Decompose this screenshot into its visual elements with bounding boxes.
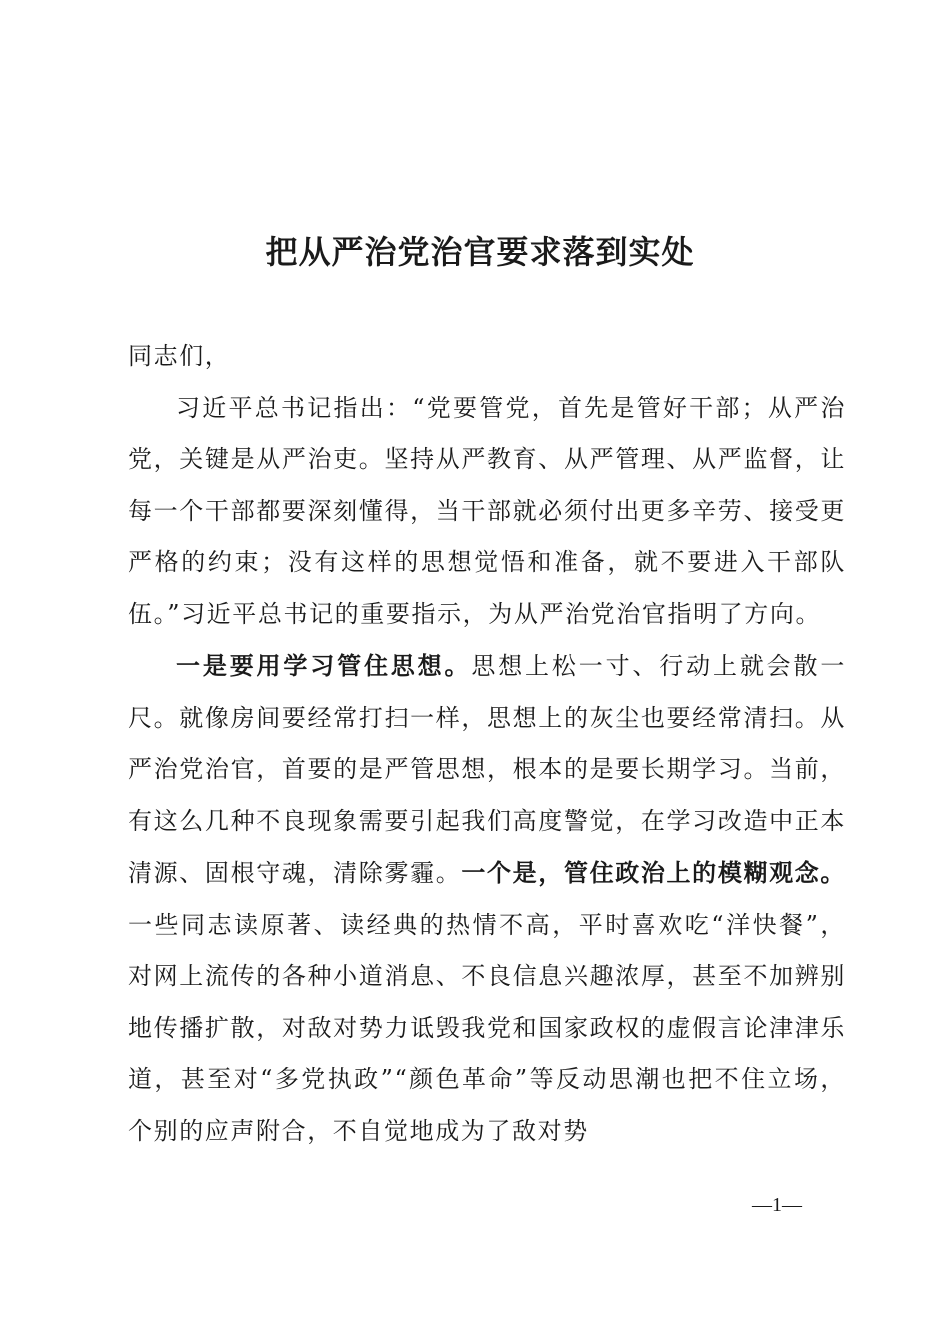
salutation: 同志们， — [128, 342, 231, 370]
document-body — [128, 331, 846, 1157]
page-number: —1— — [752, 1194, 802, 1216]
paragraph-1: 习近平总书记指出：“党要管党，首先是管好干部；从严治党，关键是从严治吏。坚持从严教育、从严管理、从严监督，让每一个干部都要深刻懂得，当干部就必须付出更多辛劳、接受更严格的约束；没有这样的思想觉悟和准备，就不要进入干部队伍。”习近平总书记的重要指示，为从严治党治官指明了方向。 — [128, 393, 846, 628]
paragraph-2-text-1: 思想上松一寸、行动上就会散一尺。就像房间要经常打扫一样，思想上的灰尘也要经常清扫。从严治党治官，首要的是严管思想，根本的是要长期学习。当前，有这么几种不良现象需要引起我们高度警觉，在学习改造中正本清源、固根守魂，清除雾霾。 — [128, 652, 846, 887]
document-title: 把从严治党治官要求落到实处 — [265, 233, 695, 271]
section-heading: 一是要用学习管住思想。 — [176, 651, 472, 680]
paragraph-2-text-2: 一些同志读原著、读经典的热情不高，平时喜欢吃“洋快餐”，对网上流传的各种小道消息、不良信息兴趣浓厚，甚至不加辨别地传播扩散，对敌对势力诋毁我党和国家政权的虚假言论津津乐道，甚至对“多党执政”“颜色革命”等反动思潮也把不住立场，个别的应声附合，不自觉地成为了敌对势 — [128, 910, 846, 1145]
section-subheading: 一个是，管住政治上的模糊观念。 — [461, 858, 846, 887]
paragraph-2 — [128, 640, 846, 1157]
